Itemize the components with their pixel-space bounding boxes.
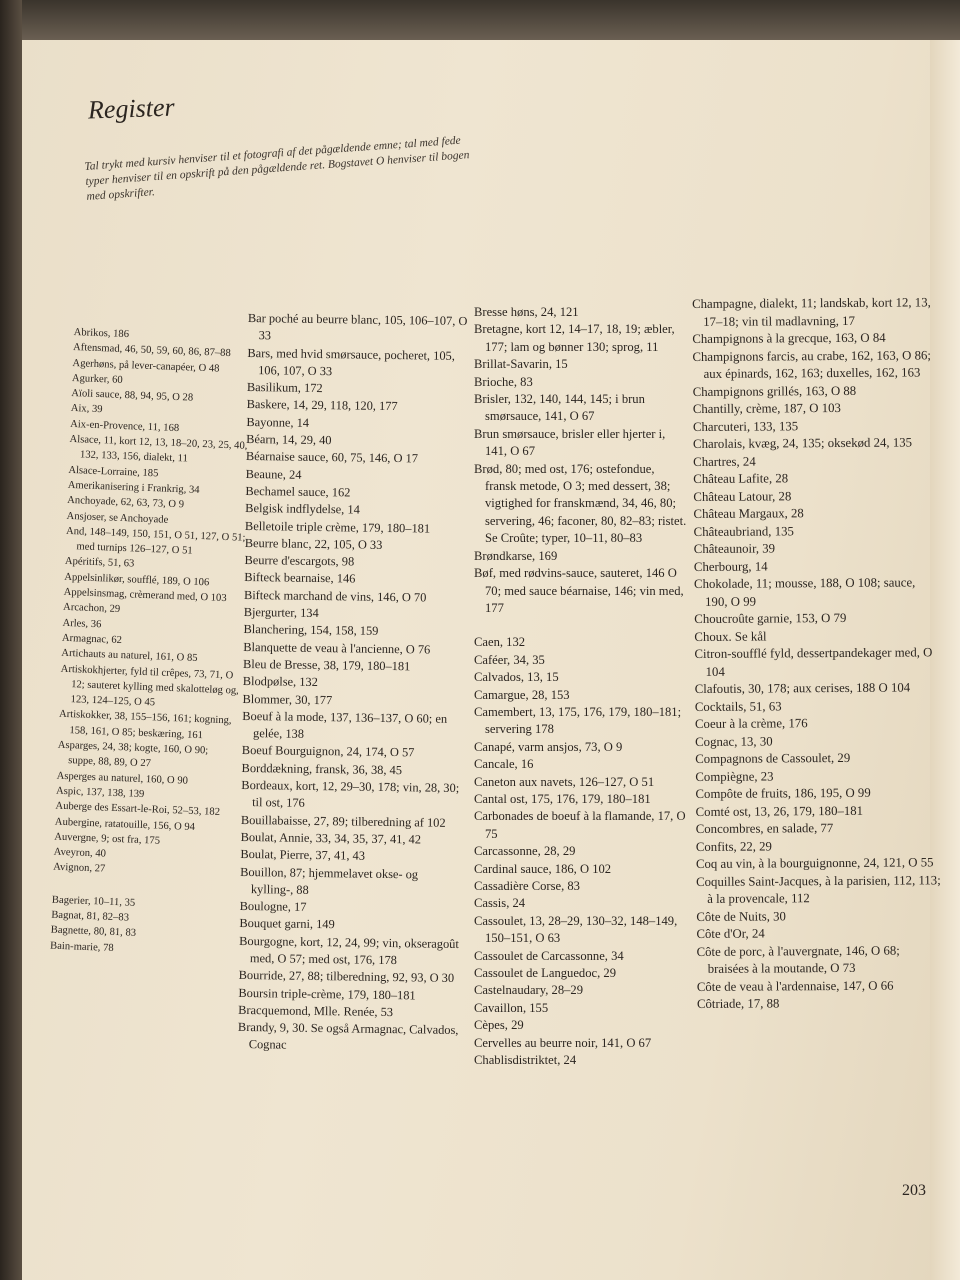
index-entry: Cherbourg, 14 (693, 558, 768, 574)
index-entry: Caneton aux navets, 126–127, O 51 (474, 774, 655, 789)
index-entry: Château Margaux, 28 (693, 506, 804, 521)
index-entry: Aftensmad, 46, 50, 59, 60, 86, 87–88 (72, 342, 231, 360)
index-entry: Abrikos, 186 (73, 326, 130, 341)
index-entry: Borddækning, fransk, 36, 38, 45 (241, 760, 403, 777)
index-column-1 (50, 325, 254, 960)
index-column-3 (474, 304, 689, 1069)
index-entry: Champignons farcis, au crabe, 162, 163, O 86; aux épinards, 162, 163; duxelles, 162, 163 (692, 347, 931, 381)
index-entry: Aspic, 137, 138, 139 (55, 785, 145, 800)
index-entry: Coquilles Saint-Jacques, à la parisien, 112, 113; à la provencale, 112 (696, 872, 941, 906)
index-entry: Avignon, 27 (52, 861, 106, 875)
index-entry: Côte de veau à l'ardennaise, 147, O 66 (696, 978, 894, 994)
index-entry: Citron-soufflé fyld, dessertpandekager med, O 104 (694, 645, 933, 679)
index-entry: Côte d'Or, 24 (696, 926, 765, 941)
index-entry: Bifteck marchand de vins, 146, O 70 (243, 587, 427, 605)
index-entry: Ansjoser, se Anchoyade (66, 510, 169, 526)
index-entry: Appelsinlikør, soufflé, 189, O 106 (64, 571, 210, 589)
index-entry: Cocktails, 51, 63 (694, 698, 782, 714)
index-entry: Cassoulet de Carcassonne, 34 (474, 948, 624, 963)
index-entry: Béarn, 14, 29, 40 (246, 432, 332, 448)
index-entry: Côte de porc, à l'auvergnate, 146, O 68; braisées à la moutande, O 73 (696, 943, 900, 976)
index-entry: Camargue, 28, 153 (474, 687, 570, 702)
index-entry: Cancale, 16 (474, 757, 534, 772)
index-entry: Bechamel sauce, 162 (245, 483, 351, 500)
index-entry: Armagnac, 62 (61, 632, 123, 647)
index-entry: Cassoulet, 13, 28–29, 130–32, 148–149, 150–151, O 63 (474, 913, 678, 946)
index-entry: Carbonades de boeuf à la flamande, 17, O 75 (474, 809, 686, 841)
intro-text: Tal trykt med kursiv henviser til et fotografi af det pågældende emne; tal med fede typer henviser til en opskrift på den pågældende ret. Bogstavet O henviser til bogen med opskrifter. (84, 134, 470, 203)
page-number: 203 (902, 1182, 926, 1199)
index-entry: Amerikanisering i Frankrig, 34 (67, 479, 200, 496)
index-entry: Château Lafite, 28 (693, 471, 789, 486)
index-entry: Boursin triple-crème, 179, 180–181 (238, 985, 416, 1002)
index-entry: Cassadière Corse, 83 (474, 879, 580, 893)
index-entry: Bracquemond, Mlle. Renée, 53 (238, 1002, 394, 1019)
index-entry: Blanquette de veau à l'ancienne, O 76 (243, 639, 431, 657)
index-entry: Chantilly, crème, 187, O 103 (692, 400, 841, 416)
index-entry: Châteaunoir, 39 (693, 541, 776, 556)
index-entry: Artiskokker, 38, 155–156, 161; kogning, 158, 161, O 85; beskæring, 161 (58, 709, 232, 741)
index-entry: Châteaubriand, 135 (693, 523, 794, 539)
background-left (0, 0, 22, 1280)
index-column-2 (238, 310, 470, 1057)
index-entry: Appelsinsmag, crèmerand med, O 103 (63, 586, 227, 605)
index-entry: Château Latour, 28 (693, 488, 792, 504)
index-entry: Boulat, Pierre, 37, 41, 43 (240, 847, 366, 863)
index-entry: Bjergurter, 134 (243, 605, 319, 621)
index-entry: Anchoyade, 62, 63, 73, O 9 (67, 495, 185, 511)
index-entry: Auvergne, 9; ost fra, 175 (54, 831, 161, 847)
index-entry: Auberge des Essart-le-Roi, 52–53, 182 (55, 800, 221, 819)
index-entry: Bouillabaisse, 27, 89; tilberedning af 102 (240, 812, 446, 830)
index-entry: Cervelles au beurre noir, 141, O 67 (474, 1035, 652, 1050)
index-entry: Aveyron, 40 (53, 846, 107, 860)
index-entry: Coq au vin, à la bourguignonne, 24, 121, O 55 (695, 855, 934, 871)
index-entry: Cavaillon, 155 (474, 1000, 549, 1015)
index-entry: Camembert, 13, 175, 176, 179, 180–181; servering 178 (474, 704, 682, 737)
index-entry: Canapé, varm ansjos, 73, O 9 (474, 739, 623, 754)
index-entry: Boulat, Annie, 33, 34, 35, 37, 41, 42 (240, 829, 422, 847)
index-entry: Blanchering, 154, 158, 159 (243, 622, 379, 639)
index-entry: Blodpølse, 132 (242, 674, 318, 690)
index-entry: Aix, 39 (70, 403, 103, 416)
index-entry: Comté ost, 13, 26, 179, 180–181 (695, 803, 864, 819)
page-title: Register (87, 92, 176, 125)
index-entry: Concombres, en salade, 77 (695, 821, 834, 836)
index-entry: Chokolade, 11; mousse, 188, O 108; sauce, 190, O 99 (693, 575, 916, 609)
index-entry: Beurre d'escargots, 98 (244, 553, 355, 569)
index-entry: Brun smørsauce, brisler eller hjerter i, 141, O 67 (474, 426, 666, 459)
index-entry: Caféer, 34, 35 (474, 652, 545, 667)
index-entry: Clafoutis, 30, 178; aux cerises, 188 O 104 (694, 680, 911, 696)
index-entry: Champignons grillés, 163, O 88 (692, 383, 857, 399)
index-entry: Aubergine, ratatouille, 156, O 94 (54, 816, 196, 833)
index-entry: Carcassonne, 28, 29 (474, 844, 576, 859)
index-entry: Confits, 22, 29 (695, 838, 772, 854)
book-page (22, 0, 960, 1280)
index-entry: Chartres, 24 (693, 454, 756, 469)
index-entry: Compagnons de Cassoulet, 29 (695, 750, 851, 766)
index-entry: Bouquet garni, 149 (239, 916, 335, 932)
index-entry: Beaune, 24 (245, 466, 302, 482)
index-entry: Caen, 132 (474, 635, 526, 650)
index-entry: Baskere, 14, 29, 118, 120, 177 (246, 397, 398, 414)
index-entry: Brillat-Savarin, 15 (474, 357, 568, 372)
index-entry: Côtriade, 17, 88 (696, 996, 780, 1011)
index-entry: Agerhøns, på lever-canapéer, O 48 (72, 357, 220, 375)
index-entry: Beurre blanc, 22, 105, O 33 (244, 535, 383, 552)
index-entry: Chablisdistriktet, 24 (474, 1053, 577, 1068)
index-entry: Calvados, 13, 15 (474, 670, 559, 685)
index-entry: Aïoli sauce, 88, 94, 95, O 28 (71, 388, 194, 404)
index-entry: Cardinal sauce, 186, O 102 (474, 861, 612, 876)
index-entry: Coeur à la crème, 176 (694, 716, 808, 731)
index-entry: Charcuteri, 133, 135 (692, 418, 799, 434)
background-top (0, 0, 960, 40)
index-entry: Bretagne, kort 12, 14–17, 18, 19; æbler, 177; lam og bønner 130; sprog, 11 (474, 322, 675, 354)
index-entry: Castelnaudary, 28–29 (474, 983, 584, 998)
index-entry: Boeuf à la mode, 137, 136–137, O 60; en gelée, 138 (242, 708, 448, 741)
index-entry: Arcachon, 29 (62, 602, 121, 616)
index-entry: Bordeaux, kort, 12, 29–30, 178; vin, 28, 30; til ost, 176 (241, 777, 460, 811)
index-entry: Brandy, 9, 30. Se også Armagnac, Calvados, Cognac (237, 1020, 459, 1053)
index-entry: Apéritifs, 51, 63 (64, 556, 135, 570)
index-entry: Brød, 80; med ost, 176; ostefondue, fransk metode, O 3; med dessert, 38; vigtighed for franskmænd, 34, 46, 80; servering, 46; faconer, 80, 82–83; ristet. Se Croûte; typer, 10–11, 80–83 (474, 461, 687, 546)
index-entry: Alsace-Lorraine, 185 (68, 464, 159, 480)
index-entry: Asparges, 24, 38; kogte, 160, O 90; suppe, 88, 89, O 27 (57, 739, 209, 770)
index-entry: Bøf, med rødvins-sauce, sauteret, 146 O 70; med sauce béarnaise, 146; vin med, 177 (474, 566, 684, 615)
index-entry: Basilikum, 172 (246, 380, 323, 396)
index-entry: Cèpes, 29 (474, 1018, 524, 1033)
index-entry: Bresse høns, 24, 121 (474, 305, 579, 319)
index-entry: Bain-marie, 78 (49, 940, 114, 954)
index-entry: Bars, med hvid smørsauce, pocheret, 105, 106, 107, O 33 (247, 345, 455, 379)
index-entry: Cassoulet de Languedoc, 29 (474, 966, 616, 981)
index-entry: Champignons à la grecque, 163, O 84 (692, 330, 886, 346)
index-entry: Bourride, 27, 88; tilberedning, 92, 93, O 30 (238, 968, 455, 986)
index-entry: Bagerier, 10–11, 35 (51, 894, 136, 909)
index-entry: Alsace, 11, kort 12, 13, 18–20, 23, 25, 40, 132, 133, 156, dialekt, 11 (69, 433, 248, 465)
index-entry: Choux. Se kål (694, 628, 767, 644)
index-entry: Asperges au naturel, 160, O 90 (56, 770, 189, 787)
index-column-4 (692, 294, 942, 1013)
index-entry: Aix-en-Provence, 11, 168 (69, 418, 180, 434)
index-entry: Cassis, 24 (474, 896, 526, 911)
index-entry: Bagnette, 80, 81, 83 (50, 924, 137, 940)
index-entry: Champagne, dialekt, 11; landskab, kort 12, 13, 17–18; vin til madlavning, 17 (692, 295, 931, 329)
index-entry: Brøndkarse, 169 (474, 548, 558, 563)
index-entry: Boulogne, 17 (239, 899, 307, 914)
index-entry: Choucroûte garnie, 153, O 79 (694, 610, 847, 626)
index-entry: Cantal ost, 175, 176, 179, 180–181 (474, 791, 651, 806)
index-entry: Bar poché au beurre blanc, 105, 106–107, O 33 (247, 310, 468, 343)
index-entry: Boeuf Bourguignon, 24, 174, O 57 (241, 743, 415, 760)
index-entry: Artichauts au naturel, 161, O 85 (61, 647, 198, 665)
index-entry: Belgisk indflydelse, 14 (245, 501, 360, 517)
index-entry: Charolais, kvæg, 24, 135; oksekød 24, 135 (692, 435, 913, 451)
index-entry: Bifteck bearnaise, 146 (244, 570, 356, 586)
index-entry: Agurker, 60 (71, 372, 123, 386)
index-entry: Côte de Nuits, 30 (696, 908, 786, 924)
index-entry: Brioche, 83 (474, 374, 533, 389)
index-entry: Bouillon, 87; hjemmelavet okse- og kylling-, 88 (240, 864, 419, 897)
index-entry: Blommer, 30, 177 (242, 691, 333, 707)
index-entry: Béarnaise sauce, 60, 75, 146, O 17 (245, 449, 419, 466)
index-entry: Brisler, 132, 140, 144, 145; i brun smørsauce, 141, O 67 (474, 392, 645, 424)
index-entry: Compôte de fruits, 186, 195, O 99 (695, 785, 871, 801)
index-entry: Arles, 36 (62, 617, 102, 630)
index-entry: Bleu de Bresse, 38, 179, 180–181 (242, 656, 411, 674)
index-entry: Cognac, 13, 30 (695, 733, 773, 749)
index-entry: Compiègne, 23 (695, 768, 774, 784)
index-entry: Bourgogne, kort, 12, 24, 99; vin, okseragoût med, O 57; med ost, 176, 178 (239, 933, 459, 968)
index-entry: Belletoile triple crème, 179, 180–181 (244, 518, 431, 536)
letter-gap (474, 617, 689, 634)
index-entry: Bagnat, 81, 82–83 (51, 909, 130, 924)
index-entry: Artiskokhjerter, fyld til crêpes, 73, 71, O 12; sauteret kylling med skalotteløg og, 123, 124–125, O 45 (60, 663, 240, 709)
index-entry: Bayonne, 14 (246, 414, 310, 430)
index-entry: And, 148–149, 150, 151, O 51, 127, O 51; med turnips 126–127, O 51 (65, 525, 246, 557)
